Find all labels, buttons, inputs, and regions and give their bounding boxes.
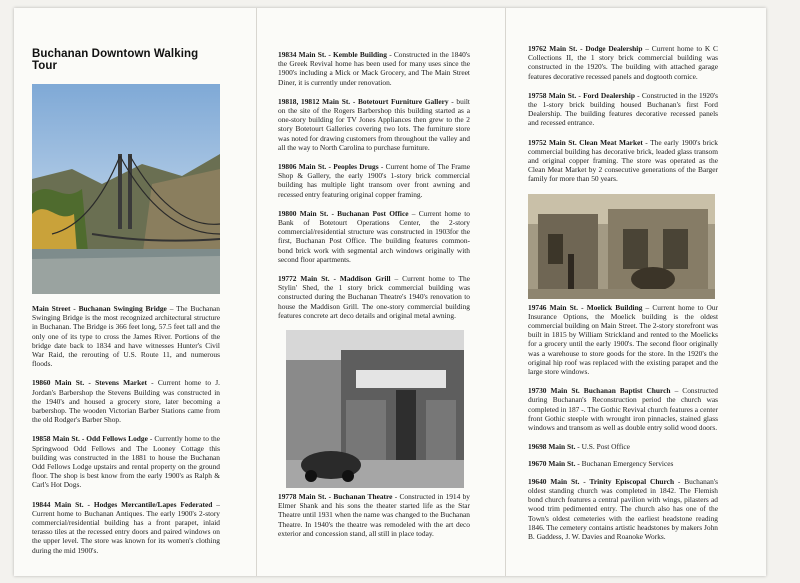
entry-moelick-building: 19746 Main St. - Moelick Building – Current home to Our Insurance Options, the Moelick building is the oldest commercial building on Main Street. The 2-story storefront was built in 1815 by William Strickland and rented to the Moelicks for a grocery until the early 1900's. The second floor originally was a warehouse to store goods for the store. In the 1920's the original hip roof was replaced with the existing parapet and the large store windows. bbox=[528, 302, 719, 377]
entry-peoples-drugs: 19806 Main St. - Peoples Drugs - Current home of The Frame Shop & Gallery, the early 1900's 1-story brick commercial building has multiple light transom over front awning and recessed entry featuring original copper framing. bbox=[278, 162, 470, 199]
entry-buchanan-baptist-church: 19730 Main St. Buchanan Baptist Church – Constructed during Buchanan's Reconstruction period the church was completed in 187 -. The Gothic Revival church features a center front Gothic steeple with wrought iron pinnacles, stained glass windows and transom as well as double entry solid wood doors. bbox=[528, 386, 718, 433]
entry-swinging-bridge: Main Street - Buchanan Swinging Bridge – The Buchanan Swinging Bridge is the most recognized architectural structure in Buchanan. The Bridge is 366 feet long, 57.5 feet tall and the only one of its type to cross the James River. Portions of the bridge date back to 1834 and have witnesses Hunter's Civil War Raid, the rerouting of U.S. Route 11, and numerous floods. bbox=[32, 304, 220, 369]
entry-dodge-dealership: 19762 Main St. - Dodge Dealership – Current home to K C Collections II, the 1 story brick commercial building was constructed in the 1920's. The building with attached garage features decorative recessed panels and dogtooth cornice. bbox=[528, 44, 718, 81]
entry-buchanan-post-office: 19800 Main St. - Buchanan Post Office – Current home to Bank of Botetourt Operations Center, the 2-story commercial/residential structure was constructed in 1903for the first, Buchanan Post Office. The building features common-bond brick work with segmental arch windows originally with second floor apartments. bbox=[278, 208, 470, 264]
fold-line-2 bbox=[505, 8, 506, 576]
swinging-bridge-photo bbox=[32, 84, 220, 294]
entry-odd-fellows-lodge: 19858 Main St. - Odd Fellows Lodge - Currently home to the Springwood Odd Fellows and The Looney Cottage this building was constructed in the 1881 to house the Buchanan Odd Fellows Lodge upstairs and rental property on the ground floor. The shop is best know from the early 1900's as Ralph & Carl's Hot Dogs. bbox=[32, 434, 220, 490]
buchanan-theatre-photo bbox=[286, 330, 464, 488]
entry-trinity-episcopal-church: 19640 Main St. - Trinity Episcopal Church - Buchanan's oldest standing church was completed in 1842. The Flemish bond church features a central pavilion with wings, pilasters ad wood trim pedimented entry. The church also has one of the Town's oldest cemeteries with the earliest headstone reading 1846. The cemetery contains artistic headstones by makers John B. Gaddess, J. W. Davies and Roanoke Works. bbox=[528, 476, 718, 541]
entry-maddison-grill: 19772 Main St. - Maddison Grill – Current home to The Stylin' Shed, the 1 story brick commercial building was constructed during the Buchanan Theatre's 1940's renovation to house the Maddison Grill. The one-story commercial building features concrete art deco details and original metal awning. bbox=[278, 274, 470, 320]
entry-stevens-market: 19860 Main St. - Stevens Market - Current home to J. Jordan's Barbershop the Stevens Building was constructed in the 1940's and housed a grocery store, later becoming a barbershop. The wooden Victorian Barber Stations came from the old Rodger's Barber Shop. bbox=[32, 378, 220, 425]
entry-emergency-services: 19670 Main St. - Buchanan Emergency Services bbox=[528, 459, 674, 469]
entry-botetourt-furniture: 19818, 19812 Main St. - Botetourt Furniture Gallery - built on the site of the Rogers Barbershop this building started as a one-story building for TV Jones Appliances then grew to the 2 story Botetourt Galleries covering two lots. The furniture store was noted for drawing customers from throughout the valley and all the way to North Carolina to purchase furniture. bbox=[278, 96, 470, 152]
entry-buchanan-theatre: 19778 Main St. - Buchanan Theatre - Constructed in 1914 by Elmer Shank and his sons the theater started life as the Star Theatre until 1931 when the name was changed to the Buchanan Theatre. In 1940's the theatre was remodeled with the art deco exterior and concession stand, all still in place today. bbox=[278, 492, 470, 538]
column-1 bbox=[32, 48, 220, 565]
column-2 bbox=[278, 50, 470, 548]
column-3 bbox=[528, 44, 718, 551]
entry-us-post-office: 19698 Main St. - U.S. Post Office bbox=[528, 442, 630, 452]
entry-clean-meat-market: 19752 Main St. Clean Meat Market - The early 1900's brick commercial building has decorative brick, leaded glass transom and original copper framing. The store was operated as the Clean Meat Market by 2 consecutive generations of the Barger family for more than 50 years. bbox=[528, 137, 718, 184]
page-title: Buchanan Downtown Walking Tour bbox=[32, 48, 199, 72]
entry-hodges-mercantile: 19844 Main St. - Hodges Mercantile/Lapes Federated – Current home to Buchanan Antiques. The early 1900's 2-story commercial/residential building has a front parapet, inlaid terasso tiles at the recessed entry doors and paired windows on the upper level. The store was known for its women's clothing during the mid 1900's. bbox=[32, 499, 221, 555]
moelick-building-photo bbox=[528, 194, 715, 299]
entry-ford-dealership: 19758 Main St. - Ford Dealership - Constructed in the 1920's the 1-story brick building housed Buchanan's first Ford Dealership. The building features decorative recessed panels and recessed entrance. bbox=[528, 90, 719, 128]
entry-kemble-building: 19834 Main St. - Kemble Building - Constructed in the 1840's the Greek Revival home has been used for many uses since the 1900's including a Mick or Mack Grocery, and The Main Street Diner, it is currently under renovation. bbox=[278, 50, 470, 87]
fold-line-1 bbox=[256, 8, 257, 576]
